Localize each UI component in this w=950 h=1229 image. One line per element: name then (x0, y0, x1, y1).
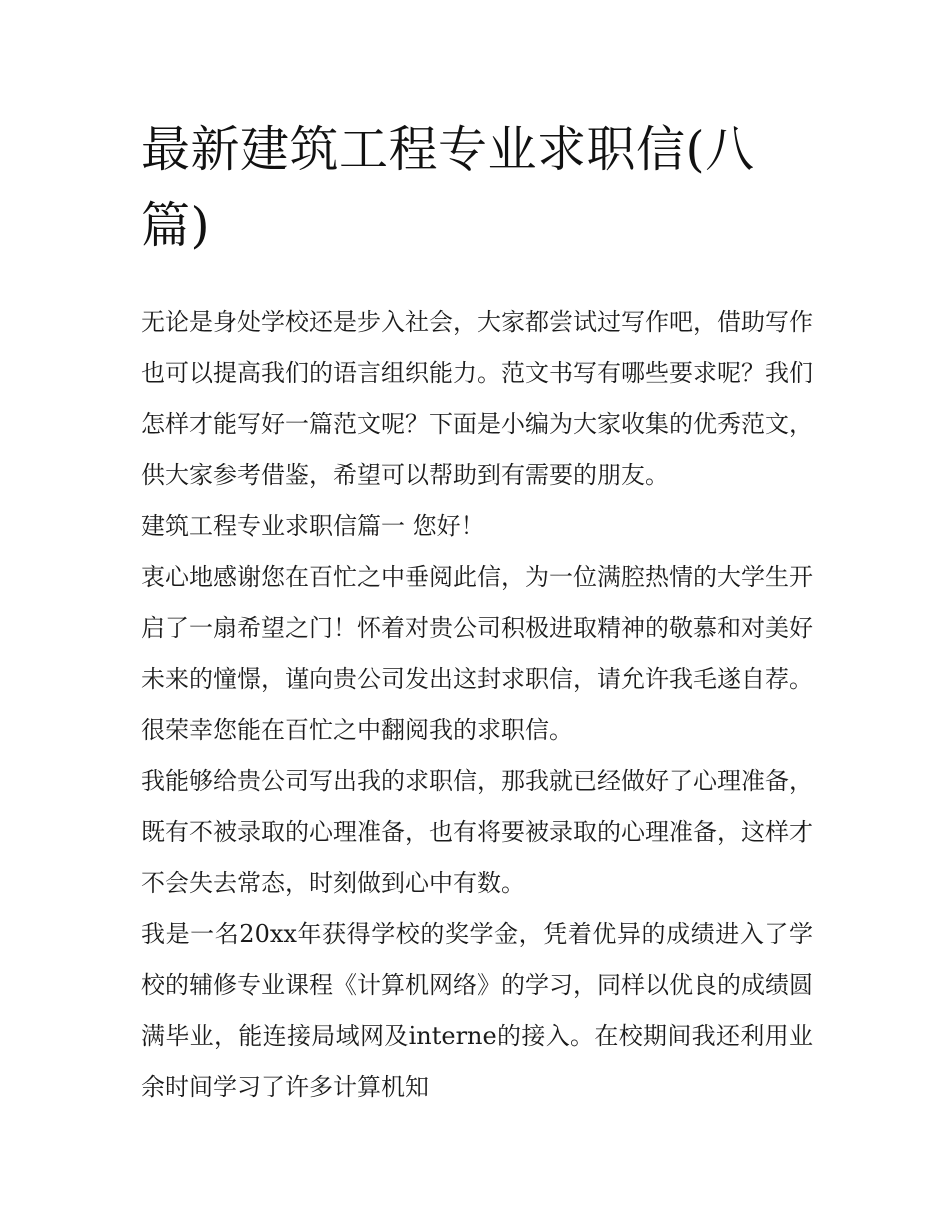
background-paragraph: 我是一名20xx年获得学校的奖学金，凭着优异的成绩进入了学校的辅修专业课程《计算机网络》的学习，同样以优良的成绩圆满毕业，能连接局域网及interne的接入。在校期间我还利用业余时间学习了许多计算机知 (141, 920, 813, 1101)
document-title: 最新建筑工程专业求职信(八篇) (141, 121, 755, 254)
intro-paragraph: 无论是身处学校还是步入社会，大家都尝试过写作吧，借助写作也可以提高我们的语言组织能力。范文书写有哪些要求呢？我们怎样才能写好一篇范文呢？下面是小编为大家收集的优秀范文，供大家参考借鉴，希望可以帮助到有需要的朋友。 (141, 308, 813, 489)
paragraph-list (141, 297, 813, 1113)
gratitude-paragraph: 衷心地感谢您在百忙之中垂阅此信，为一位满腔热情的大学生开启了一扇希望之门！怀着对贵公司积极进取精神的敬慕和对美好未来的憧憬，谨向贵公司发出这封求职信，请允许我毛遂自荐。很荣幸您能在百忙之中翻阅我的求职信。 (141, 563, 813, 744)
preparation-paragraph: 我能够给贵公司写出我的求职信，那我就已经做好了心理准备，既有不被录取的心理准备，也有将要被录取的心理准备，这样才不会失去常态，时刻做到心中有数。 (141, 767, 813, 897)
letter-heading-paragraph: 建筑工程专业求职信篇一 您好！ (141, 512, 485, 540)
document-body (141, 112, 813, 1113)
